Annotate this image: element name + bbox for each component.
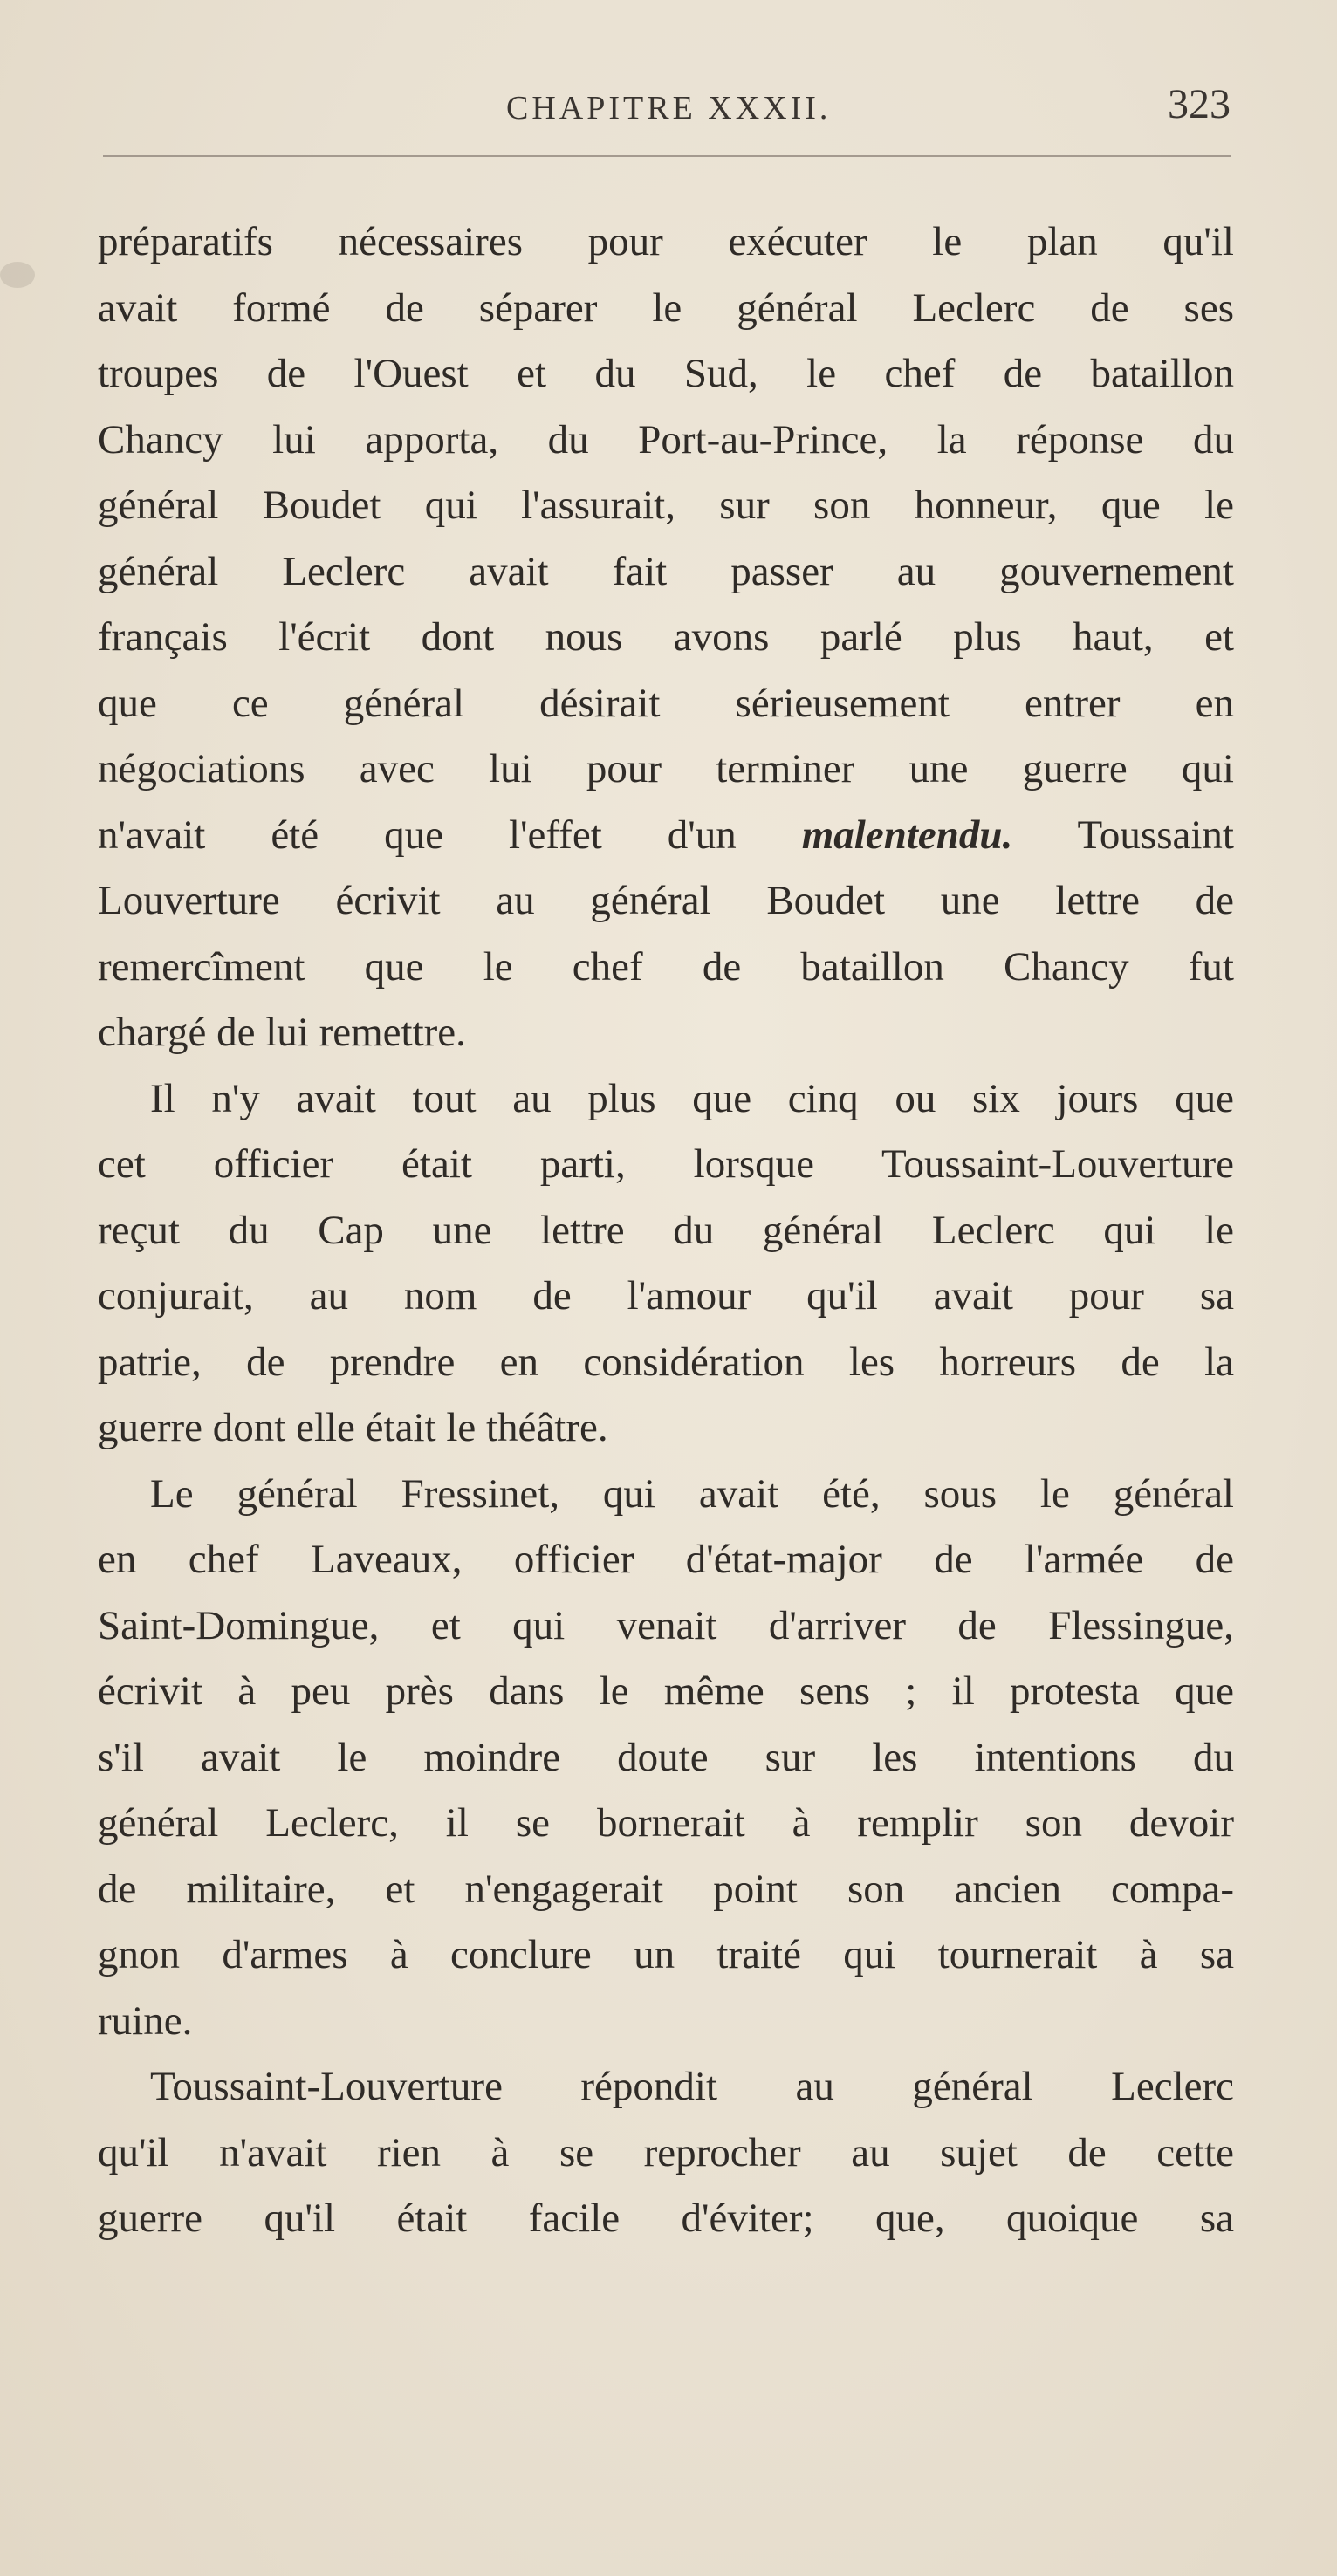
text-line: Le général Fressinet, qui avait été, sous le général bbox=[150, 1470, 1234, 1517]
text-line: patrie, de prendre en considération les horreurs de la bbox=[98, 1339, 1234, 1385]
text-line: préparatifs nécessaires pour exécuter le plan qu'il bbox=[98, 219, 1234, 264]
text-line: guerre qu'il était facile d'éviter; que, quoique sa bbox=[98, 2196, 1234, 2241]
text-line: général Boudet qui l'assurait, sur son honneur, que le bbox=[98, 483, 1234, 528]
text-line: s'il avait le moindre doute sur les intentions du bbox=[98, 1734, 1234, 1780]
page-number: 323 bbox=[1168, 81, 1231, 127]
text-line: Il n'y avait tout au plus que cinq ou six jours que bbox=[150, 1075, 1234, 1121]
text-line: troupes de l'Ouest et du Sud, le chef de bataillon bbox=[98, 351, 1234, 396]
text-line: ruine. bbox=[98, 1997, 193, 2044]
text-line: négociations avec lui pour terminer une guerre qui bbox=[98, 746, 1234, 791]
text-line: en chef Laveaux, officier d'état-major de l'armée de bbox=[98, 1537, 1234, 1582]
italic-phrase: malentendu. bbox=[801, 812, 1013, 858]
text-line-mixed bbox=[98, 803, 1234, 869]
text-line: qu'il n'avait rien à se reprocher au sujet de cette bbox=[98, 2129, 1234, 2175]
running-head bbox=[96, 80, 1231, 133]
text-line: français l'écrit dont nous avons parlé plus haut, et bbox=[98, 614, 1234, 660]
text-line: de militaire, et n'engagerait point son ancien compa- bbox=[98, 1866, 1234, 1912]
text-line: que ce général désirait sérieusement entrer en bbox=[98, 680, 1234, 726]
text-segment: Toussaint bbox=[1077, 812, 1234, 858]
body-text bbox=[98, 209, 1234, 2252]
text-line: conjurait, au nom de l'amour qu'il avait pour sa bbox=[98, 1273, 1234, 1319]
header-rule bbox=[103, 155, 1231, 157]
text-line: remercîment que le chef de bataillon Chancy fut bbox=[98, 943, 1234, 990]
text-line: écrivit à peu près dans le même sens ; il protesta que bbox=[98, 1668, 1234, 1714]
text-line: cet officier était parti, lorsque Toussaint-Louverture bbox=[98, 1141, 1234, 1187]
text-line: reçut du Cap une lettre du général Leclerc qui le bbox=[98, 1207, 1234, 1253]
text-line: gnon d'armes à conclure un traité qui tournerait à sa bbox=[98, 1932, 1234, 1977]
text-line: général Leclerc, il se bornerait à remplir son devoir bbox=[98, 1800, 1234, 1846]
text-line: Chancy lui apporta, du Port-au-Prince, la réponse du bbox=[98, 416, 1234, 462]
text-line: Saint-Domingue, et qui venait d'arriver de Flessingue, bbox=[98, 1602, 1234, 1648]
text-line: Toussaint-Louverture répondit au général Leclerc bbox=[150, 2064, 1234, 2109]
text-segment: n'avait été que l'effet d'un bbox=[98, 812, 737, 858]
text-line: chargé de lui remettre. bbox=[98, 1010, 466, 1055]
text-line: avait formé de séparer le général Leclerc de ses bbox=[98, 284, 1234, 331]
text-line: Louverture écrivit au général Boudet une lettre de bbox=[98, 878, 1234, 923]
text-line: général Leclerc avait fait passer au gouvernement bbox=[98, 548, 1234, 594]
chapter-title: CHAPITRE XXXII. bbox=[506, 90, 832, 127]
text-line: guerre dont elle était le théâtre. bbox=[98, 1405, 608, 1450]
page-smudge bbox=[0, 262, 35, 288]
